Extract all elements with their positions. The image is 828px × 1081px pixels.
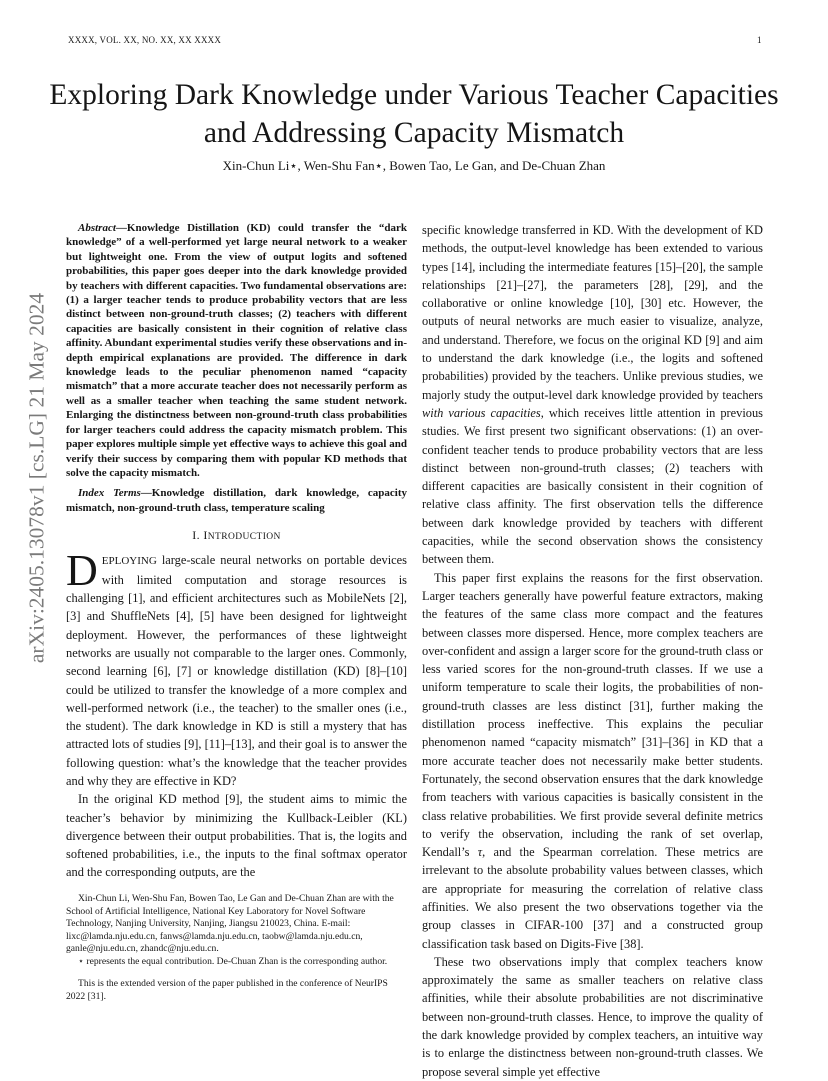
index-terms (66, 486, 407, 515)
right-paragraph-1-a: specific knowledge transferred in KD. With the development of KD methods, the output-level knowledge has been extended to various types [14], including the intermediate features [15]–[20], the sample relationships [21]–[27], the parameters [28], [29], and the collaborative or online knowledge [10], [30] etc. However, the outputs of neural networks are much easier to visualize, analyze, and understand. Therefore, we focus on the original KD [9] and aim to understand the dark knowledge (i.e., the logits and softened probabilities) provided by the teachers. Unlike previous studies, we majorly study the output-level dark knowledge provided by teachers (422, 223, 763, 402)
footnote-extended-version: This is the extended version of the paper published in the conference of NeurIPS 2022 [31]. (66, 978, 388, 1002)
footnote-equal-contribution: ⋆ represents the equal contribution. De-Chuan Zhan is the corresponding author. (78, 955, 388, 967)
section-title-first: I (203, 528, 208, 543)
section-number: I. (192, 528, 200, 543)
footnotes (66, 893, 407, 1003)
abstract-text: —Knowledge Distillation (KD) could transfer the “dark knowledge” of a well-performed yet large neural network to a weaker but lightweight one. From the view of output logits and softened probabilities, this paper goes deeper into the dark knowledge provided by teachers with different capacities. Two fundamental observations are: (1) a larger teacher tends to produce probability vectors that are less distinct between non-ground-truth classes; (2) teachers with different capacities are basically consistent in their cognition of relative class affinity. Abundant experimental studies verify these observations and in-depth empirical explanations are provided. The difference in dark knowledge leads to the peculiar phenomenon named “capacity mismatch” that a more accurate teacher does not necessarily perform as well as a smaller teacher when teaching the same student network. Enlarging the distinctness between non-ground-truth class probabilities for larger teachers could address the capacity mismatch problem. This paper explores multiple simple yet effective ways to achieve this goal and verify their success by comparing them with popular KD methods that solve the capacity mismatch. (66, 222, 407, 479)
paper-title: Exploring Dark Knowledge under Various Teacher Capacities and Addressing Capacity Mismatch (49, 79, 779, 149)
lead-word: EPLOYING (101, 555, 157, 568)
right-paragraph-2 (422, 569, 763, 953)
left-column (66, 221, 407, 882)
right-paragraph-1 (422, 221, 763, 569)
right-paragraph-1-b: , which receives little attention in previous studies. We first present two significant observations: (1) an over-confident teacher tends to produce probability vectors that are less distinct between non-ground-truth classes; (2) teachers with different capacities are basically consistent in their cognition of relative class affinity. The first observation tells the difference between dark knowledge provided by teachers with different capacities, while the second observation shows the consistency between them. (422, 405, 763, 567)
right-paragraph-2-b: , and the Spearman correlation. These metrics are irrelevant to the absolute probability values between classes, which are appropriate for measuring the correlation of relative class affinities. We also present the two observations together via the group classes in CIFAR-100 [37] and a constructed group classification task based on Digits-Five [38]. (422, 845, 763, 951)
arxiv-identifier: arXiv:2405.13078v1 [cs.LG] 21 May 2024 (24, 292, 49, 664)
tau-symbol: τ (477, 845, 483, 860)
intro-paragraph-1 (66, 546, 407, 790)
index-terms-label: Index Terms (78, 487, 141, 500)
footnote-affiliation: Xin-Chun Li, Wen-Shu Fan, Bowen Tao, Le Gan and De-Chuan Zhan are with the School of Artificial Intelligence, National Key Laboratory for Novel Software Technology, Nanjing University, Nanjing, Jiangsu 210023, China. E-mail: lixc@lamda.nju.edu.cn, fanws@lamda.nju.edu.cn, taobw@lamda.nju.edu.cn, ganle@nju.edu.cn, zhandc@nju.edu.cn. (66, 893, 394, 954)
right-paragraph-3: These two observations imply that complex teachers know approximately the same as smaller teachers on relative class affinities, while their absolute probabilities are not discriminative between non-ground-truth classes. Hence, to improve the quality of the dark knowledge provided by complex teachers, an intuitive way is to enlarge the distinctness between non-ground-truth classes. We propose several simple yet effective (422, 954, 763, 1079)
right-column (422, 221, 763, 1081)
emphasis-various-capacities: with various capacities (422, 405, 541, 420)
author-list: Xin-Chun Li⋆, Wen-Shu Fan⋆, Bowen Tao, Le Gan, and De-Chuan Zhan (222, 158, 606, 173)
drop-cap: D (66, 546, 98, 596)
abstract (66, 221, 407, 480)
page-number: 1 (757, 35, 762, 45)
index-terms-text: —Knowledge distillation, dark knowledge, capacity mismatch, non-ground-truth class, temperature scaling (66, 487, 407, 514)
arxiv-sidebar (22, 282, 52, 674)
intro-paragraph-1-text: large-scale neural networks on portable devices with limited computation and storage resources is challenging [1], and efficient architectures such as MobileNets [2], [3] and ShuffleNets [4], [5] have been designed for lightweight deployment. However, the performances of these lightweight networks are usually not comparable to the larger ones. Commonly, second learning [6], [7] or knowledge distillation (KD) [8]–[10] could be utilized to transfer the knowledge of a more complex and well-performed network (i.e., the teacher) to the smaller ones (i.e., the student). The dark knowledge in KD is still a mystery that has attracted lots of studies [9], [11]–[13], and their goal is to answer the following question: what’s the knowledge that the teacher provides and why they are effective in KD? (66, 553, 407, 788)
section-heading-introduction (66, 526, 407, 546)
abstract-label: Abstract (78, 222, 116, 234)
intro-paragraph-2: In the original KD method [9], the student aims to mimic the teacher’s behavior by minimizing the Kullback-Leibler (KL) divergence between their output probabilities. That is, the logits and softened probabilities, i.e., the inputs to the final softmax operator and the corresponding outputs, are the (66, 792, 407, 880)
right-paragraph-2-a: This paper first explains the reasons for the first observation. Larger teachers generally have powerful feature extractors, making the features of the same class more compact and the features between classes more dispersed. Hence, more complex teachers are over-confident and assign a larger score for the ground-truth class or less varied scores for the non-ground-truth classes. If we use a uniform temperature to scale their logits, the probabilities of non-ground-truth classes are less distinct [31], further making the distillation process ineffective. This explains the peculiar phenomenon named “capacity mismatch” [31]–[36] in KD that a more accurate teacher does not necessarily make better students. Fortunately, the second observation ensures that the dark knowledge from teachers with various capacities is basically consistent in the class relative probabilities. We first provide several definite metrics to verify the observation, including the rank of set overlap, Kendall’s (422, 570, 763, 860)
journal-header: XXXX, VOL. XX, NO. XX, XX XXXX (68, 35, 222, 45)
section-title-rest: NTRODUCTION (207, 532, 281, 543)
